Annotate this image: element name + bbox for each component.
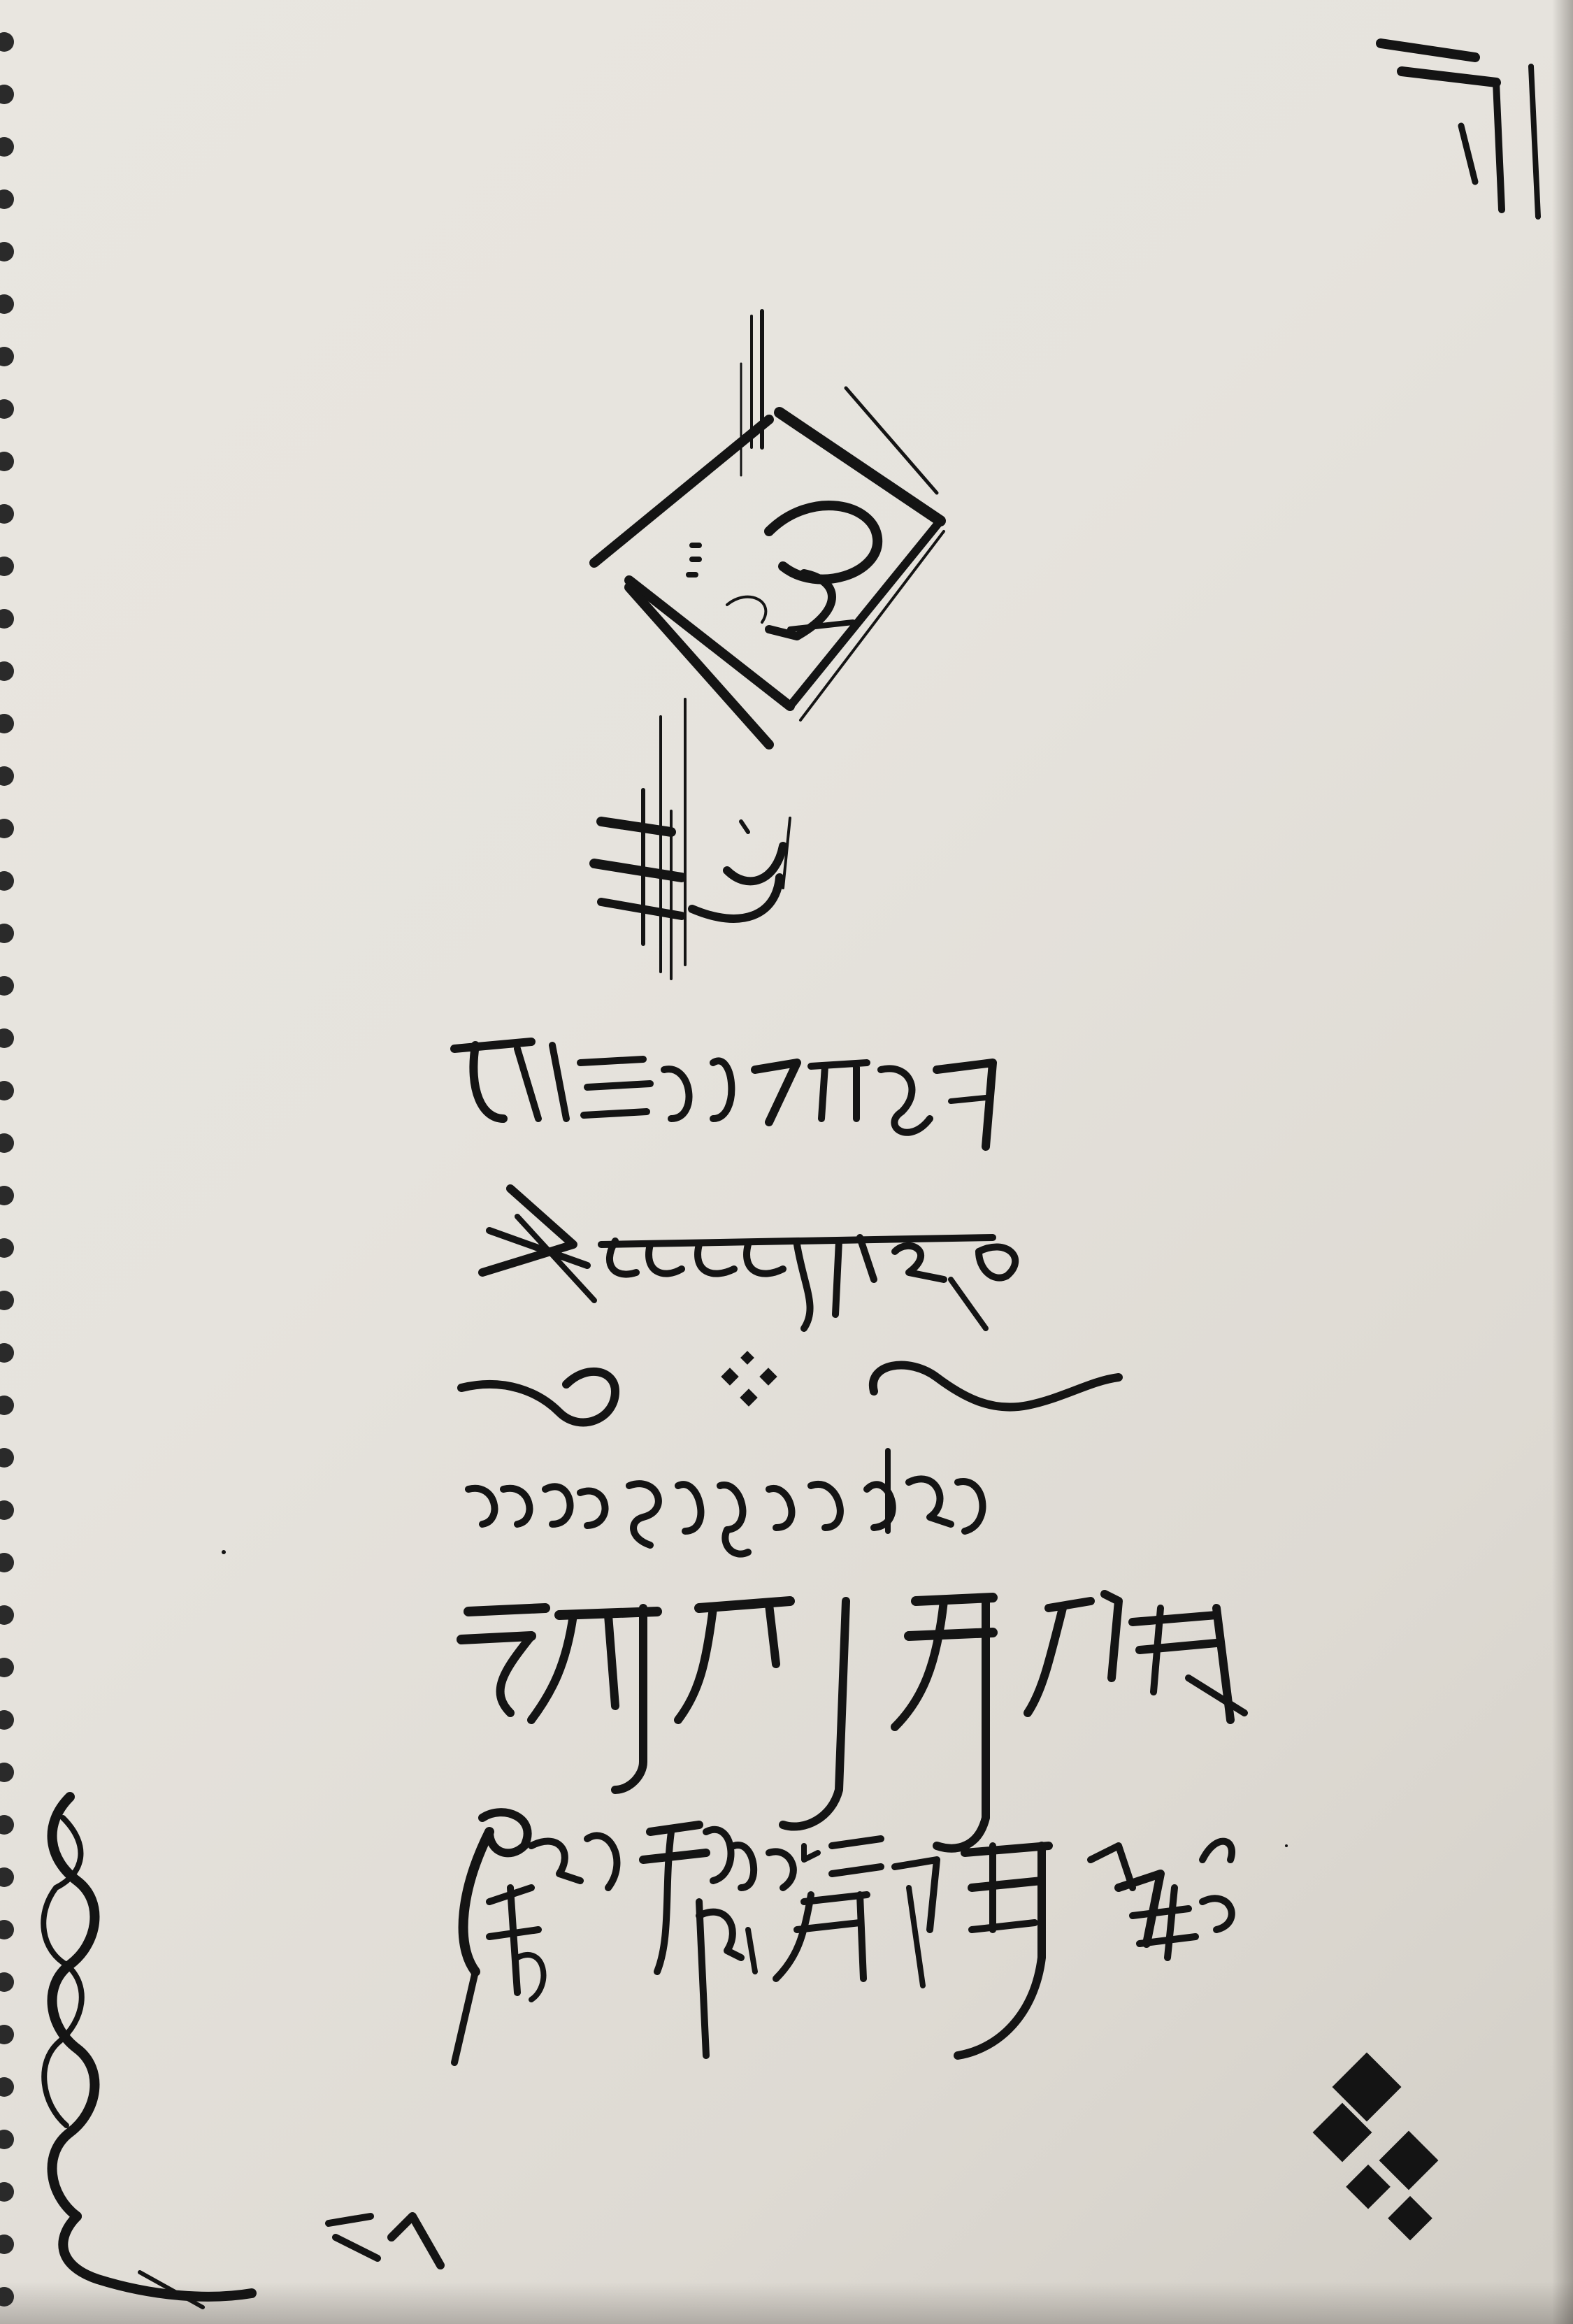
corner-glyph-top-right [1381, 43, 1538, 217]
ink-dots [222, 1550, 1288, 1847]
spiral-binding [0, 32, 14, 2307]
diamond-dots [721, 1351, 777, 1407]
braid-ornament [43, 1797, 440, 2307]
pendant-mark [594, 790, 790, 979]
diamond-ornament-bottom-right [1313, 2053, 1439, 2241]
swash-ornament [461, 1365, 1119, 1423]
script-line-4 [461, 1594, 1244, 1849]
script-line-5 [454, 1812, 1232, 2063]
script-line-1 [454, 1042, 993, 1147]
script-line-3 [468, 1451, 982, 1554]
script-line-2 [482, 1189, 1015, 1328]
